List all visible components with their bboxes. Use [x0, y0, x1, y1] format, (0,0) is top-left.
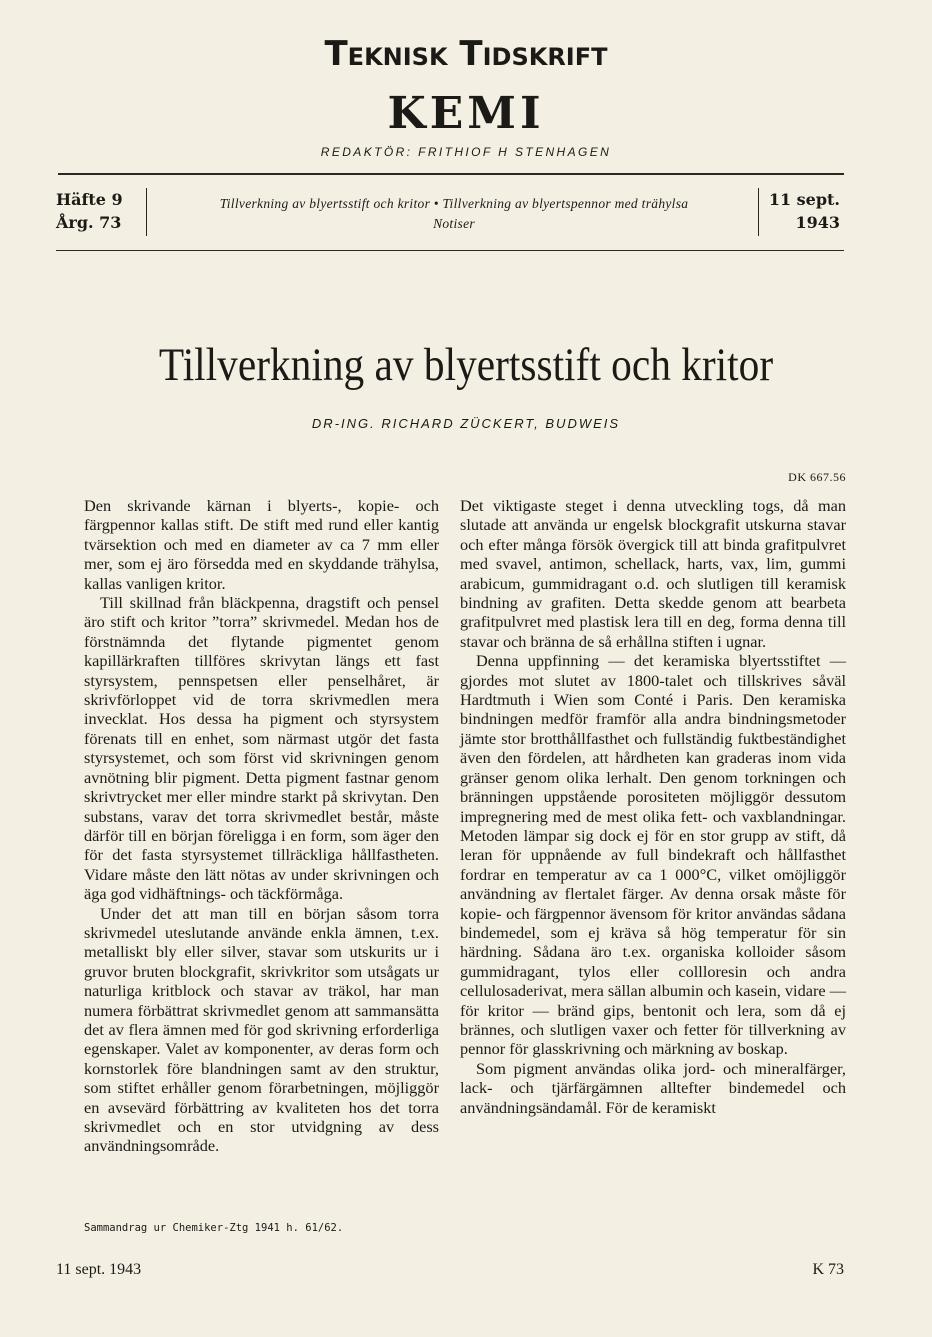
- dk-classification: DK 667.56: [788, 470, 846, 484]
- right-column: [460, 496, 846, 1117]
- footer-date: 11 sept. 1943: [56, 1261, 142, 1278]
- paragraph: Som pigment användas olika jord- och mineralfärger, lack- och tjärfärgämnen alltefter bindemedel och användningsändamål. För de keramiskt: [460, 1058, 846, 1117]
- paragraph: Den skrivande kärnan i blyerts-, kopie- och färgpennor kallas stift. De stift med rund eller kantig tvärsektion och med en diameter av ca 7 mm eller mer, som ej äro försedda med en skyddande trähylsa, kallas vanligen kritor.: [84, 496, 439, 593]
- contents-line-1: Tillverkning av blyertsstift och kritor • Tillverkning av blyertspennor med trähylsa: [219, 196, 689, 211]
- paragraph: Under det att man till en början såsom torra skrivmedel uteslutande använde enkla ämnen, t.ex. metalliskt bly eller silver, stavar som utskurits ur i gruvor bruten blockgrafit, skrivkritor som utsågats ur naturliga kritblock och stavar av träkol, har man numera förbättrat skrivmedlet genom att sammansätta det av flera ämnen med för god skrivning erforderliga egenskaper. Valet av komponenter, av deras form och kornstorlek före blandningen samt av den struktur, som stiftet erhåller genom förarbetningen, möjliggör en avsevärd förbättring av kvaliteten hos det torra skrivmedlet och en stor utvidgning av dess användningsområde.: [84, 903, 439, 1156]
- header-rule-top: [58, 173, 844, 175]
- hafte-label: Häfte 9: [56, 190, 123, 209]
- paragraph: Det viktigaste steget i denna utveckling togs, då man slutade att använda ur engelsk blockgrafit utskurna stavar och efter många försök övergick till att binda grafitpulvret med svavel, antimon, schellack, harts, vax, lim, gummi arabicum, gummidragant o.d. och slutligen till keramisk bindning av grafiten. Detta skedde genom att bearbeta grafitpulvret med plastisk lera till en deg, forma denna till stavar och bränna de så erhållna stiften i ugnar.: [460, 496, 846, 651]
- header-rule-bottom: [56, 250, 844, 251]
- issue-date: [769, 188, 840, 234]
- issue-day: 11 sept.: [768, 190, 840, 209]
- masthead: Teknisk Tidskrift: [324, 34, 608, 74]
- issue-divider-left: [146, 188, 147, 236]
- paragraph: Denna uppfinning — det keramiska blyertsstiftet — gjordes mot slutet av 1800-talet och tillskrives såväl Hardtmuth i Wien som Conté i Paris. Den keramiska bindningen medför framför alla andra bindningsmetoder jämte stor brotthållfasthet och fullständig fuktbeständighet även den fördelen, att hårdheten kan graderas inom vida gränser genom olika lerhalt. Den genom torkningen och bränningen uppstående porositeten möjliggör dessutom impregnering med de mest olika fett- och vaxblandningar. Metoden lämpar sig dock ej för en stor grupp av stift, då leran för uppnående av full bindekraft och hållfasthet fordrar en temperatur av ca 1 000°C, vilket omöjliggör användning av flertalet färger. Av denna orsak måste för kopie- och färgpennor ävensom för kritor användas sådana bindemedel, som ej kräva så hög temperatur för sin härdning. Sådana äro t.ex. organiska kolloider såsom gummidragant, tylos eller collloresin och andra cellulosaderivat, mera sällan albumin och kasein, vidare — för kritor — bränd gips, bentonit och lera, som då ej brännes, och slutligen vaxer och fetter för tillverkning av pennor för glasskrivning och märkning av boskap.: [460, 651, 846, 1059]
- argang-label: Årg. 73: [56, 213, 122, 232]
- issue-number: [56, 188, 123, 234]
- issue-year: 1943: [795, 213, 840, 232]
- table-of-contents: [150, 194, 758, 234]
- left-column: [84, 496, 439, 1156]
- issue-divider-right: [758, 188, 759, 236]
- article-author: DR-ING. RICHARD ZÜCKERT, BUDWEIS: [311, 416, 621, 431]
- contents-line-2: Notiser: [433, 216, 475, 231]
- section-title: KEMI: [387, 88, 545, 139]
- paragraph: Till skillnad från bläckpenna, dragstift och pensel äro stift och kritor ”torra” skrivmedel. Medan hos de förstnämnda det flytande pigmentet genom kapillärkraften tillföres skrivytan längs ett fast styrsystem, pennspetsen eller penselhåret, är skrivförloppet vid de torra skrivmedlen mera invecklat. Hos dessa ha pigment och styrsystem förenats till en enhet, som närmast utgör det fasta styrsystemet, och som först vid skrivningen genom avnötning blir pigment. Detta pigment fastnar genom skrivtrycket mer eller mindre starkt på skrivytan. Den substans, varav det torra skrivmedlet består, måste därför till en början föreligga i en form, som äger den för det fasta styrsystemet tillräckliga hållfastheten. Vidare måste den lätt nötas av under skrivningen och äga god vidhäftnings- och täckförmåga.: [84, 593, 439, 904]
- footnote: Sammandrag ur Chemiker-Ztg 1941 h. 61/62.: [84, 1222, 344, 1234]
- article-title: Tillverkning av blyertsstift och kritor: [158, 339, 774, 391]
- editor-line: REDAKTÖR: FRITHIOF H STENHAGEN: [320, 145, 612, 159]
- page-number: K 73: [812, 1261, 844, 1278]
